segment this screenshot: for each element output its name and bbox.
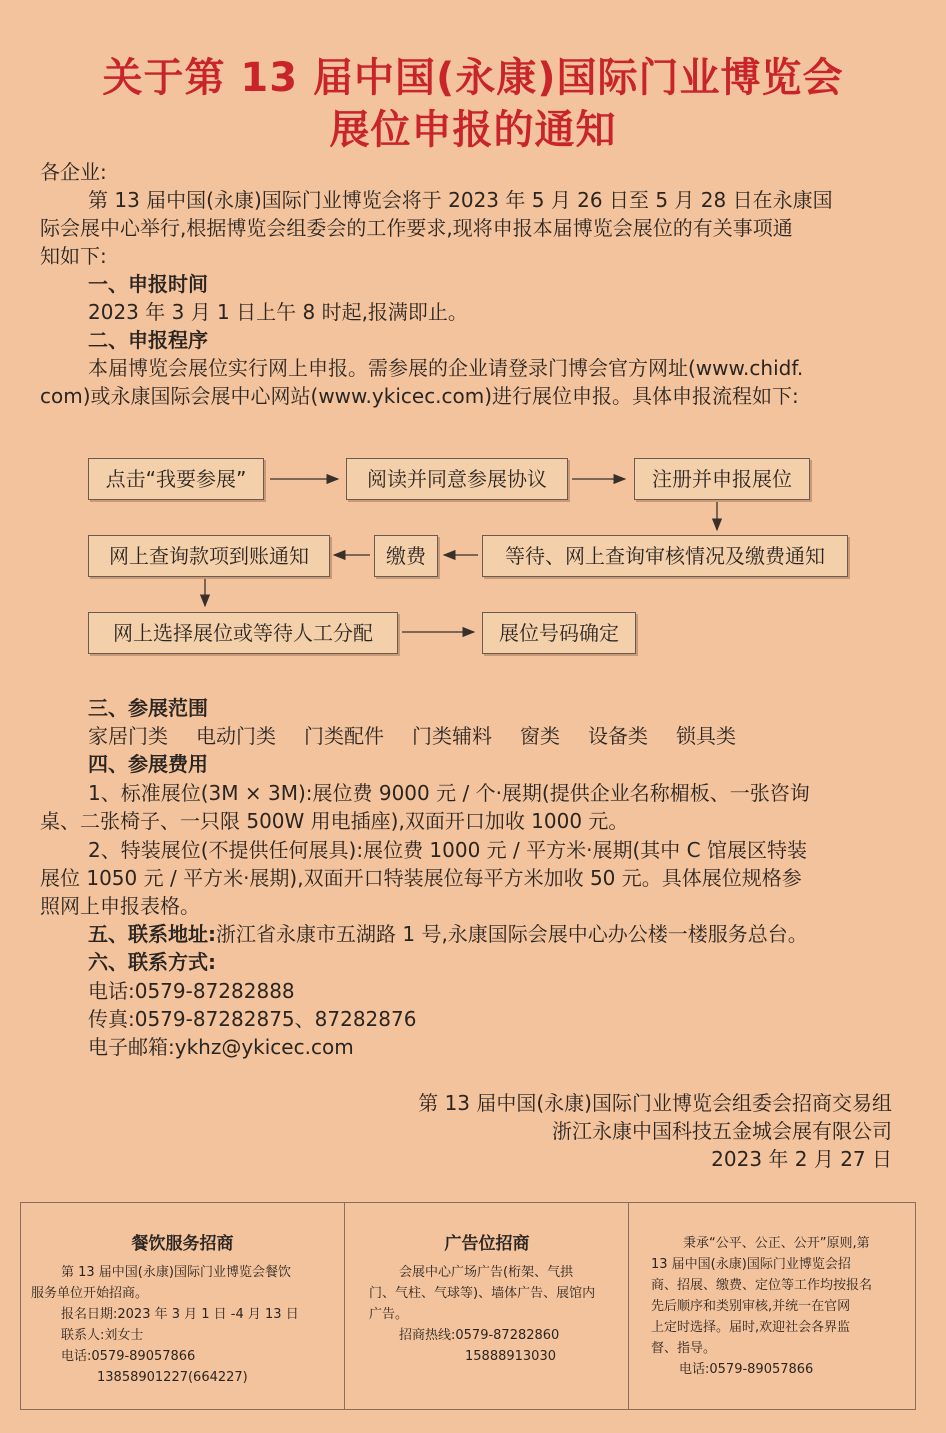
notice-title-line2: 展位申报的通知 <box>329 107 617 153</box>
scope-list <box>88 722 896 750</box>
principle-panel <box>628 1203 916 1409</box>
ads-line: 会展中心广场广告(桁架、气拱 <box>399 1265 574 1280</box>
catering-line: 服务单位开始招商。 <box>31 1286 149 1301</box>
signature-org-1: 第 13 届中国(永康)国际门业博览会组委会招商交易组 <box>418 1091 892 1115</box>
intro-line-2: 际会展中心举行,根据博览会组委会的工作要求,现将申报本届博览会展位的有关事项通 <box>40 216 793 240</box>
section-2-text-1: 本届博览会展位实行网上申报。需参展的企业请登录门博会官方网址(www.chidf. <box>88 356 804 380</box>
catering-line: 13858901227(664227) <box>97 1370 248 1385</box>
principle-line: 先后顺序和类别审核,并统一在官网 <box>651 1299 851 1314</box>
flow-step-check-payment: 网上查询款项到账通知 <box>88 535 330 577</box>
flow-step-read-agreement: 阅读并同意参展协议 <box>346 458 568 500</box>
flow-step-click-participate: 点击“我要参展” <box>88 458 264 500</box>
section-2-title: 二、申报程序 <box>88 328 208 352</box>
ads-line: 门、气柱、气球等)、墙体广告、展馆内 <box>369 1286 596 1301</box>
fee-standard-2: 桌、二张椅子、一只限 500W 用电插座),双面开口加收 1000 元。 <box>40 809 629 833</box>
section-6-title: 六、联系方式: <box>88 950 216 974</box>
principle-line: 秉承“公平、公正、公开”原则,第 <box>683 1236 870 1251</box>
ads-title: 广告位招商 <box>444 1234 530 1254</box>
intro-line-3: 知如下: <box>40 244 107 268</box>
section-5-title: 五、联系地址: <box>88 922 216 946</box>
flow-step-payment: 缴费 <box>374 535 438 577</box>
flow-step-select-booth: 网上选择展位或等待人工分配 <box>88 612 398 654</box>
principle-line: 商、招展、缴费、定位等工作均按报名 <box>651 1278 873 1293</box>
section-4-title: 四、参展费用 <box>88 752 208 776</box>
scope-item: 门类配件 <box>304 724 384 748</box>
greeting: 各企业: <box>40 160 107 184</box>
fee-special-3: 照网上申报表格。 <box>40 894 200 918</box>
scope-item: 门类辅料 <box>412 724 492 748</box>
intro-line-1: 第 13 届中国(永康)国际门业博览会将于 2023 年 5 月 26 日至 5 月 28 日在永康国 <box>88 188 833 212</box>
contact-phone: 电话:0579-87282888 <box>88 979 295 1003</box>
catering-line: 第 13 届中国(永康)国际门业博览会餐饮 <box>61 1265 291 1280</box>
flow-step-wait-review: 等待、网上查询审核情况及缴费通知 <box>482 535 848 577</box>
scope-item: 锁具类 <box>676 724 736 748</box>
contact-address <box>88 920 896 948</box>
scope-item: 家居门类 <box>88 724 168 748</box>
flow-step-booth-confirmed: 展位号码确定 <box>482 612 636 654</box>
signature-date: 2023 年 2 月 27 日 <box>711 1147 892 1171</box>
ads-line: 广告。 <box>369 1307 409 1322</box>
scope-item: 设备类 <box>588 724 648 748</box>
catering-line: 电话:0579-89057866 <box>61 1349 196 1364</box>
catering-line: 联系人:刘女士 <box>61 1328 144 1343</box>
scope-item: 电动门类 <box>196 724 276 748</box>
contact-fax: 传真:0579-87282875、87282876 <box>88 1007 417 1031</box>
ads-line: 招商热线:0579-87282860 <box>399 1328 560 1343</box>
section-2-text-2: com)或永康国际会展中心网站(www.ykicec.com)进行展位申报。具体申报流程如下: <box>40 384 799 408</box>
bottom-info-panel <box>20 1202 916 1410</box>
catering-line: 报名日期:2023 年 3 月 1 日 -4 月 13 日 <box>61 1307 299 1322</box>
fee-special-1: 2、特装展位(不提供任何展具):展位费 1000 元 / 平方米·展期(其中 C 馆展区特装 <box>88 838 807 862</box>
fee-special-2: 展位 1050 元 / 平方米·展期),双面开口特装展位每平方米加收 50 元。具体展位规格参 <box>40 866 802 890</box>
catering-panel <box>21 1203 344 1409</box>
principle-line: 督、指导。 <box>651 1341 717 1356</box>
notice-title-line1: 关于第 13 届中国(永康)国际门业博览会 <box>102 55 844 101</box>
flow-step-register-apply: 注册并申报展位 <box>634 458 810 500</box>
scope-item: 窗类 <box>520 724 560 748</box>
fee-standard-1: 1、标准展位(3M × 3M):展位费 9000 元 / 个·展期(提供企业名称楣板、一张咨询 <box>88 781 810 805</box>
section-3-title: 三、参展范围 <box>88 696 208 720</box>
signature-org-2: 浙江永康中国科技五金城会展有限公司 <box>552 1119 892 1143</box>
principle-line: 电话:0579-89057866 <box>679 1362 814 1377</box>
contact-email: 电子邮箱:ykhz@ykicec.com <box>88 1035 354 1059</box>
principle-line: 13 届中国(永康)国际门业博览会招 <box>651 1257 851 1272</box>
catering-title: 餐饮服务招商 <box>131 1234 234 1254</box>
section-1-title: 一、申报时间 <box>88 272 208 296</box>
ads-line: 15888913030 <box>465 1349 556 1364</box>
section-1-text: 2023 年 3 月 1 日上午 8 时起,报满即止。 <box>88 300 468 324</box>
address-text: 浙江省永康市五湖路 1 号,永康国际会展中心办公楼一楼服务总台。 <box>216 922 808 946</box>
principle-line: 上定时选择。届时,欢迎社会各界监 <box>651 1320 851 1335</box>
ads-panel <box>344 1203 629 1409</box>
